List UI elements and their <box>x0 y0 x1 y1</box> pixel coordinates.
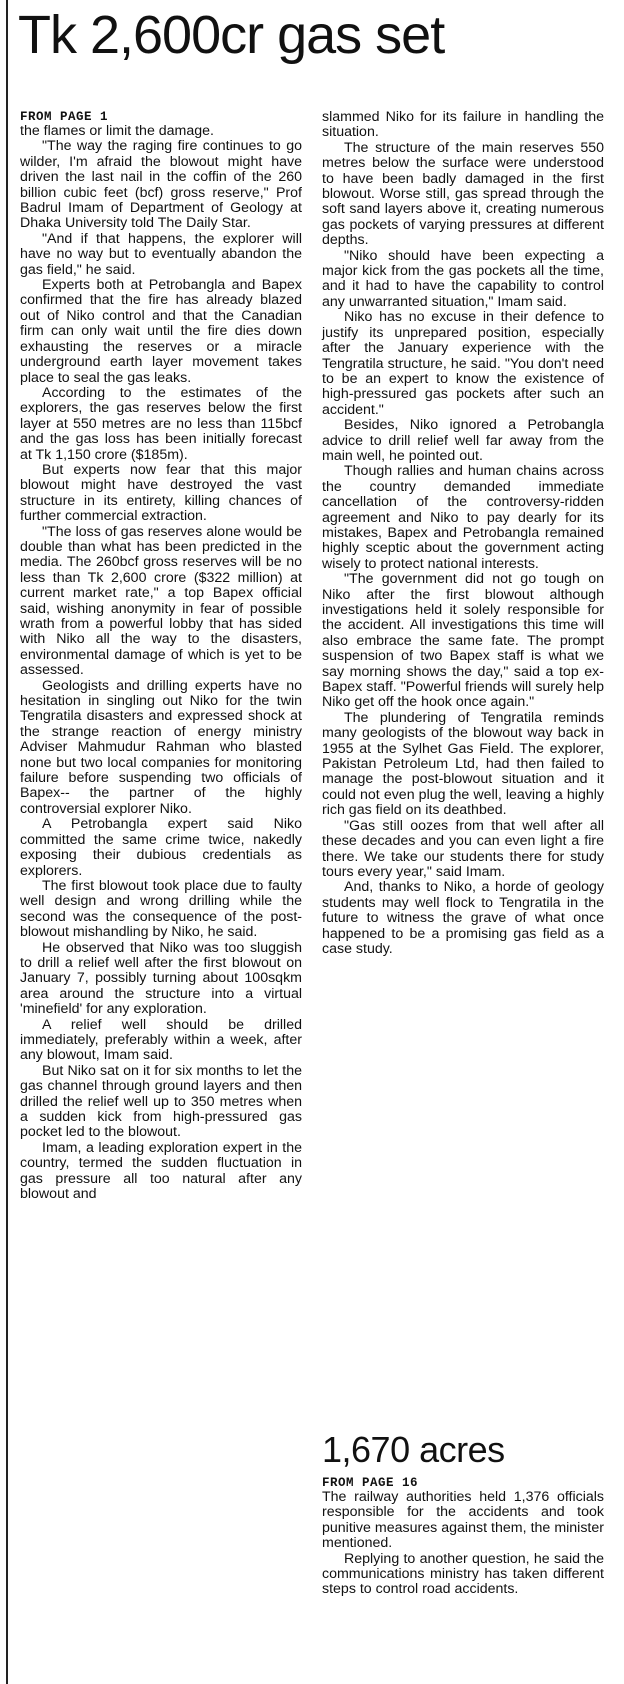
story-paragraph: And, thanks to Niko, a horde of geology students may well flock to Tengratila in the future to witness the grave of what once happened to be a promising gas field as a case study. <box>322 879 604 957</box>
story-column-right <box>322 110 604 957</box>
secondary-story-body <box>322 1476 604 1598</box>
story-paragraph: Experts both at Petrobangla and Bapex confirmed that the fire has already blazed out of Niko control and that the Canadian firm can only wait until the fire dies down exhausting the reserves or a miracle underground earth layer movement takes place to seal the gas leaks. <box>20 277 302 386</box>
story-paragraph: A Petrobangla expert said Niko committed the same crime twice, nakedly exposing their dubious credentials as explorers. <box>20 816 302 879</box>
story-paragraph: "The government did not go tough on Niko after the first blowout although investigations held it solely responsible for the accident. All investigations this time will also embrace the same fate. The prompt suspension of two Bapex staff is what we say morning shows the day," said a top ex-Bapex staff. "Powerful friends will surely help Niko get off the hook once again." <box>322 571 604 711</box>
story-paragraph: The plundering of Tengratila reminds many geologists of the blowout way back in 1955 at the Sylhet Gas Field. The explorer, Pakistan Petroleum Ltd, had then failed to manage the post-blowout situation and it could not even plug the well, leaving a highly rich gas field on its deathbed. <box>322 709 604 819</box>
story-paragraph: "The way the raging fire continues to go wilder, I'm afraid the blowout might have driven the last nail in the coffin of the 260 billion cubic feet (bcf) gross reserve," Prof Badrul Imam of Department of Geology at Dhaka University told The Daily Star. <box>20 138 302 232</box>
secondary-story-headline: 1,670 acres <box>322 1429 505 1470</box>
story-paragraph: He observed that Niko was too sluggish to drill a relief well after the first blowout on January 7, possibly turning about 100sqkm area around the structure into a virtual 'minefield' for any exploration. <box>20 939 302 1018</box>
column-rule <box>6 0 8 1684</box>
story-paragraph: But Niko sat on it for six months to let the gas channel through ground layers and then drilled the relief well up to 350 metres when a sudden kick from high-pressured gas pocket led to the blowout. <box>20 1062 302 1141</box>
story-paragraph: Geologists and drilling experts have no hesitation in singling out Niko for the twin Tengratila disasters and expressed shock at the strange reaction of energy ministry Adviser Mahmudur Rahman who blasted none but two local companies for monitoring failure before suspending two officials of Bapex-- the partner of the highly controversial explorer Niko. <box>20 677 302 817</box>
secondary-story-kicker: FROM PAGE 16 <box>322 1476 419 1490</box>
story-paragraph: The railway authorities held 1,376 officials responsible for the accidents and took punitive measures against them, the minister mentioned. <box>322 1489 604 1552</box>
story-paragraph: Besides, Niko ignored a Petrobangla advice to drill relief well far away from the main well, he pointed out. <box>322 417 604 464</box>
story-paragraph: Niko has no excuse in their defence to justify its unprepared position, especially after the January experience with the Tengratila structure, he said. "You don't need to be an expert to know the existence of high-pressured gas pockets after such an accident." <box>322 309 604 418</box>
story-headline: Tk 2,600cr gas set <box>18 5 445 65</box>
story-paragraph: A relief well should be drilled immediately, preferably within a week, after any blowout, Imam said. <box>20 1016 302 1064</box>
story-paragraph: "Gas still oozes from that well after all these decades and you can even light a fire there. We take our students there for study tours every year," said Imam. <box>322 817 604 880</box>
story-paragraph: But experts now fear that this major blowout might have destroyed the vast structure in its entirety, killing chances of further commercial extraction. <box>20 461 302 525</box>
story-paragraph: slammed Niko for its failure in handling the situation. <box>322 109 604 141</box>
story-paragraph: Though rallies and human chains across the country demanded immediate cancellation of the controversy-ridden agreement and Niko to pay dearly for its mistakes, Bapex and Petrobangla remained highly sceptic about the government acting wisely to protect national interests. <box>322 463 604 572</box>
story-paragraph: Imam, a leading exploration expert in the country, termed the sudden fluctuation in gas pressure all too natural after any blowout and <box>20 1139 302 1203</box>
secondary-story <box>322 1429 604 1598</box>
story-paragraph: "The loss of gas reserves alone would be double than what has been predicted in the media. The 260bcf gross reserves will be no less than Tk 2,600 crore ($322 million) at current market rate," a top Bapex official said, wishing anonymity in fear of possible wrath from a powerful lobby that has sided with Niko all the way to the disasters, environmental damage of which is yet to be assessed. <box>20 523 302 679</box>
story-paragraph: The first blowout took place due to faulty well design and wrong drilling while the second was the consequence of the post-blowout mishandling by Niko, he said. <box>20 877 302 941</box>
story-paragraph: Replying to another question, he said the communications ministry has taken different steps to control road accidents. <box>322 1550 604 1598</box>
story-paragraph: "Niko should have been expecting a major kick from the gas pockets all the time, and it had to have the capability to control any unwarranted situation," Imam said. <box>322 247 604 310</box>
story-paragraph: The structure of the main reserves 550 metres below the surface were understood to have been badly damaged in the first blowout. Worse still, gas spread through the soft sand layers above it, creating numerous gas pockets of varying pressures at different depths. <box>322 139 604 249</box>
story-kicker: FROM PAGE 1 <box>20 110 109 124</box>
story-paragraph: "And if that happens, the explorer will have no way but to eventually abandon the gas field," he said. <box>20 230 302 278</box>
story-paragraph: According to the estimates of the explorers, the gas reserves below the first layer at 550 metres are no less than 115bcf and the gas loss has been initially forecast at Tk 1,150 crore ($185m). <box>20 384 302 463</box>
story-paragraph: the flames or limit the damage. <box>20 123 214 139</box>
story-column-left <box>20 110 302 1202</box>
